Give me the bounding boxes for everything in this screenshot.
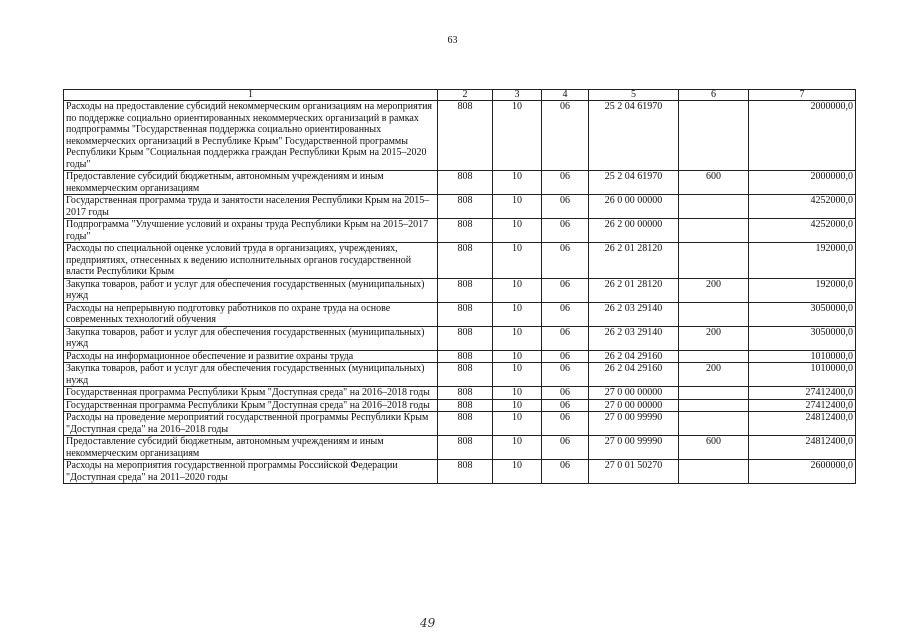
subsection-code: 06 (542, 399, 589, 412)
target-article-code: 26 0 00 00000 (589, 195, 679, 219)
table-row (64, 460, 856, 484)
amount: 24812400,0 (749, 412, 856, 436)
ministry-code: 808 (438, 326, 493, 350)
expense-name: Государственная программа труда и занятости населения Республики Крым на 2015–2017 годы (64, 195, 438, 219)
target-article-code: 26 2 03 29140 (589, 326, 679, 350)
expense-name: Закупка товаров, работ и услуг для обеспечения государственных (муниципальных) нужд (64, 278, 438, 302)
amount: 3050000,0 (749, 326, 856, 350)
subsection-code: 06 (542, 195, 589, 219)
subsection-code: 06 (542, 436, 589, 460)
page-number: 63 (447, 35, 458, 46)
expense-name: Закупка товаров, работ и услуг для обеспечения государственных (муниципальных) нужд (64, 326, 438, 350)
column-header: 4 (542, 90, 589, 101)
section-code: 10 (493, 436, 542, 460)
expense-name: Подпрограмма "Улучшение условий и охраны труда Республики Крым на 2015–2017 годы" (64, 219, 438, 243)
expense-type-code (679, 412, 749, 436)
handwritten-page-mark: 49 (420, 616, 436, 630)
ministry-code: 808 (438, 219, 493, 243)
section-code: 10 (493, 101, 542, 171)
ministry-code: 808 (438, 243, 493, 279)
expense-type-code (679, 101, 749, 171)
column-header: 2 (438, 90, 493, 101)
expense-name: Расходы на предоставление субсидий некоммерческим организациям на мероприятия по поддержке социально ориентированных некоммерческих организаций в рамках подпрограммы "Государственная поддержка социально ориентированных некоммерческих организаций в Республике Крым" Государственной программы Республики Крым "Социальная поддержка граждан Республики Крым на 2015–2020 годы" (64, 101, 438, 171)
expense-type-code: 200 (679, 326, 749, 350)
expense-type-code (679, 243, 749, 279)
ministry-code: 808 (438, 195, 493, 219)
expense-name: Предоставление субсидий бюджетным, автономным учреждениям и иным некоммерческим организациям (64, 171, 438, 195)
table-row (64, 399, 856, 412)
expense-name: Расходы на непрерывную подготовку работников по охране труда на основе современных технологий обучения (64, 302, 438, 326)
table-row (64, 243, 856, 279)
expense-type-code: 200 (679, 278, 749, 302)
section-code: 10 (493, 302, 542, 326)
amount: 4252000,0 (749, 219, 856, 243)
column-header: 3 (493, 90, 542, 101)
expense-type-code (679, 399, 749, 412)
amount: 1010000,0 (749, 350, 856, 363)
section-code: 10 (493, 460, 542, 484)
section-code: 10 (493, 387, 542, 400)
column-header: 1 (64, 90, 438, 101)
amount: 3050000,0 (749, 302, 856, 326)
expense-type-code: 600 (679, 436, 749, 460)
ministry-code: 808 (438, 302, 493, 326)
subsection-code: 06 (542, 363, 589, 387)
table-row (64, 436, 856, 460)
expense-name: Предоставление субсидий бюджетным, автономным учреждениям и иным некоммерческим организациям (64, 436, 438, 460)
section-code: 10 (493, 326, 542, 350)
table-row (64, 195, 856, 219)
table-row (64, 101, 856, 171)
ministry-code: 808 (438, 436, 493, 460)
table-row (64, 326, 856, 350)
amount: 24812400,0 (749, 436, 856, 460)
amount: 2000000,0 (749, 171, 856, 195)
column-header: 5 (589, 90, 679, 101)
table-header-row (64, 90, 856, 101)
amount: 2000000,0 (749, 101, 856, 171)
table-row (64, 302, 856, 326)
section-code: 10 (493, 399, 542, 412)
target-article-code: 26 2 04 29160 (589, 350, 679, 363)
ministry-code: 808 (438, 350, 493, 363)
target-article-code: 27 0 00 00000 (589, 387, 679, 400)
expense-type-code (679, 195, 749, 219)
section-code: 10 (493, 195, 542, 219)
section-code: 10 (493, 350, 542, 363)
expense-name: Закупка товаров, работ и услуг для обеспечения государственных (муниципальных) нужд (64, 363, 438, 387)
column-header: 7 (749, 90, 856, 101)
budget-table (63, 89, 856, 484)
expense-type-code: 600 (679, 171, 749, 195)
section-code: 10 (493, 243, 542, 279)
subsection-code: 06 (542, 101, 589, 171)
subsection-code: 06 (542, 171, 589, 195)
target-article-code: 27 0 00 99990 (589, 436, 679, 460)
table-row (64, 171, 856, 195)
expense-name: Расходы на мероприятия государственной программы Российской Федерации "Доступная среда" на 2011–2020 годы (64, 460, 438, 484)
amount: 4252000,0 (749, 195, 856, 219)
ministry-code: 808 (438, 101, 493, 171)
ministry-code: 808 (438, 412, 493, 436)
subsection-code: 06 (542, 302, 589, 326)
expense-type-code (679, 350, 749, 363)
target-article-code: 26 2 00 00000 (589, 219, 679, 243)
expense-type-code (679, 460, 749, 484)
expense-name: Расходы по специальной оценке условий труда в организациях, учреждениях, предприятиях, отнесенных к ведению исполнительных органов государственной власти Республики Крым (64, 243, 438, 279)
table-row (64, 278, 856, 302)
target-article-code: 25 2 04 61970 (589, 101, 679, 171)
table-row (64, 363, 856, 387)
table-row (64, 350, 856, 363)
expense-type-code (679, 387, 749, 400)
target-article-code: 25 2 04 61970 (589, 171, 679, 195)
target-article-code: 27 0 00 00000 (589, 399, 679, 412)
expense-type-code (679, 302, 749, 326)
expense-name: Государственная программа Республики Крым "Доступная среда" на 2016–2018 годы (64, 387, 438, 400)
expense-name: Расходы на проведение мероприятий государственной программы Республики Крым "Доступная среда" на 2016–2018 годы (64, 412, 438, 436)
section-code: 10 (493, 171, 542, 195)
target-article-code: 27 0 00 99990 (589, 412, 679, 436)
subsection-code: 06 (542, 350, 589, 363)
ministry-code: 808 (438, 171, 493, 195)
table-row (64, 387, 856, 400)
amount: 1010000,0 (749, 363, 856, 387)
expense-type-code (679, 219, 749, 243)
ministry-code: 808 (438, 387, 493, 400)
target-article-code: 26 2 01 28120 (589, 278, 679, 302)
target-article-code: 26 2 01 28120 (589, 243, 679, 279)
section-code: 10 (493, 219, 542, 243)
subsection-code: 06 (542, 219, 589, 243)
amount: 192000,0 (749, 278, 856, 302)
amount: 2600000,0 (749, 460, 856, 484)
target-article-code: 26 2 04 29160 (589, 363, 679, 387)
section-code: 10 (493, 278, 542, 302)
subsection-code: 06 (542, 326, 589, 350)
ministry-code: 808 (438, 460, 493, 484)
table-row (64, 412, 856, 436)
amount: 27412400,0 (749, 399, 856, 412)
ministry-code: 808 (438, 278, 493, 302)
section-code: 10 (493, 412, 542, 436)
subsection-code: 06 (542, 412, 589, 436)
subsection-code: 06 (542, 243, 589, 279)
expense-name: Расходы на информационное обеспечение и развитие охраны труда (64, 350, 438, 363)
amount: 27412400,0 (749, 387, 856, 400)
target-article-code: 27 0 01 50270 (589, 460, 679, 484)
subsection-code: 06 (542, 460, 589, 484)
amount: 192000,0 (749, 243, 856, 279)
table-row (64, 219, 856, 243)
section-code: 10 (493, 363, 542, 387)
target-article-code: 26 2 03 29140 (589, 302, 679, 326)
subsection-code: 06 (542, 387, 589, 400)
expense-type-code: 200 (679, 363, 749, 387)
column-header: 6 (679, 90, 749, 101)
ministry-code: 808 (438, 399, 493, 412)
expense-name: Государственная программа Республики Крым "Доступная среда" на 2016–2018 годы (64, 399, 438, 412)
subsection-code: 06 (542, 278, 589, 302)
ministry-code: 808 (438, 363, 493, 387)
